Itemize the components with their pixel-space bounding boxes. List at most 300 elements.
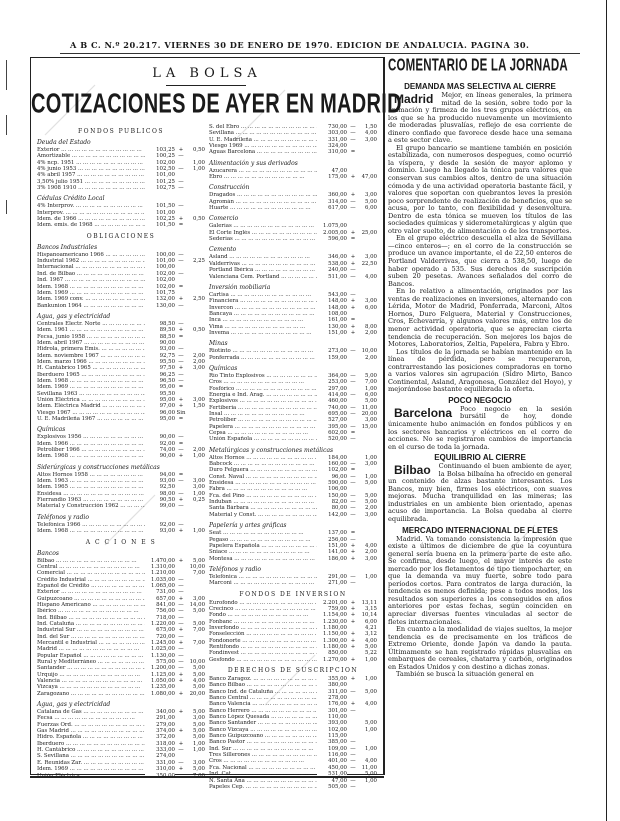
change-sign: +	[178, 639, 184, 646]
price: 151,00	[317, 330, 347, 336]
price: 93,00	[145, 528, 175, 534]
change-sign: —	[350, 136, 356, 143]
quote-row	[209, 580, 377, 586]
price: 96,25	[145, 372, 175, 378]
security-name: Centrales Electr. Norte ... .	[37, 321, 145, 327]
paragraph-text: También se busca la situación general en	[396, 670, 534, 679]
change-value: 3,00	[364, 192, 377, 199]
change-value	[187, 303, 205, 309]
security-name: Fuerzas Ord. ... .	[37, 722, 145, 728]
change-value: 6,00	[364, 205, 377, 212]
change-value: 4,00	[364, 701, 377, 708]
margin-mark	[6, 115, 7, 135]
price: 1.154,00	[317, 612, 347, 618]
security-name: Papelera Española ... .	[209, 543, 317, 549]
article-paragraph	[388, 235, 572, 288]
security-name: Santa Bárbara ... .	[209, 505, 317, 511]
change-sign: —	[178, 608, 184, 615]
security-name: Bankunion 1964 ... .	[37, 303, 145, 309]
change-sign: —	[350, 273, 356, 280]
quote-row	[37, 416, 205, 422]
price: 695,00	[317, 411, 347, 417]
security-name: Papeles Cep. ... .	[209, 784, 317, 790]
paragraph-text: En cuanto a la modalidad de viajes sueltos, la mejor tendencia es de precisamente en los tráficos de Extremo Oriente, donde Japón va dando la pauta. Últimamente se han registrado rápidas plusvalías en embarques de cereales, chatarra y carbón, originados en Estados Unidos y con destino a dichas zonas.	[388, 625, 572, 671]
price: 333,00	[145, 747, 175, 753]
change-sign: +	[350, 676, 356, 682]
price: 137,00	[317, 530, 347, 536]
security-name: Idem. 1969 ... .	[37, 290, 145, 296]
change-value: 4,00	[364, 637, 377, 644]
change-sign: —	[350, 758, 356, 765]
article-paragraph	[388, 92, 572, 145]
price: 110,00	[317, 714, 347, 720]
change-value: 1,00	[192, 490, 205, 497]
security-name: 4% junio 1953 ... .	[37, 166, 145, 172]
change-value: 5,00	[364, 720, 377, 727]
price: 520,00	[317, 436, 347, 442]
security-name: Banco Bilbao ... .	[209, 682, 317, 688]
security-name: Marconi ... .	[209, 580, 317, 586]
quote-row	[209, 330, 377, 336]
quote-row	[209, 556, 377, 562]
security-name: Fabra ... .	[209, 486, 317, 492]
change-sign: +	[178, 557, 184, 564]
security-name: Santander ... .	[37, 665, 145, 671]
price: 94,00	[145, 472, 175, 478]
change-sign: +	[350, 643, 356, 650]
change-sign: +	[350, 631, 356, 638]
change-value: 3,00	[364, 298, 377, 305]
price: 505,00	[317, 784, 347, 790]
change-value: 4,00	[364, 273, 377, 280]
security-name: Fosfórico ... .	[209, 386, 317, 392]
security-name: Ind. Cataluña ... .	[37, 621, 145, 627]
change-sign: +	[178, 365, 184, 372]
change-value: 10,00	[361, 348, 377, 355]
security-name: Explosivos 1956 ... .	[37, 434, 145, 440]
price: 1.025,00	[145, 646, 175, 652]
change-sign: —	[178, 358, 184, 365]
security-name: Ind. de Bilbao ... .	[37, 271, 145, 277]
change-sign: —	[350, 480, 356, 487]
price: 92,50	[145, 484, 175, 490]
paragraph-text: Los títulos de la jornada se habían mantenido en la línea de pérdida, pero se recuperaron, contrarrestando las posiciones compradoras en torno a varios valores sin agrupación (Sidro Mirto, Banco Continental, Asland, Aragonesa, González del Hoyo), y mejorándose bastante equilibrada la oferta.	[388, 347, 572, 394]
security-name: Fonbanc ... .	[209, 619, 317, 625]
security-name: Central ... .	[37, 564, 145, 570]
price: 414,00	[317, 392, 347, 398]
change-sign: —	[178, 178, 184, 185]
price: 96,00	[145, 410, 175, 416]
price: 47,00	[317, 778, 347, 784]
security-name: Idem. 1969 ... .	[37, 384, 145, 390]
price: 303,00	[317, 130, 347, 136]
price: 100,00	[145, 264, 175, 270]
change-value: 2,50	[192, 296, 205, 303]
change-value: 10,00	[189, 659, 205, 665]
change-sign: +	[350, 701, 356, 708]
price: 101,50	[145, 222, 175, 228]
change-value: 22,50	[361, 260, 377, 267]
change-sign: —	[350, 205, 356, 212]
security-name: Azucarera ... .	[209, 168, 317, 174]
security-name: Material y Construcción 1962 ... .	[37, 503, 145, 509]
price: 575,00	[145, 659, 175, 665]
price: 130,00	[317, 324, 347, 330]
change-sign: —	[178, 601, 184, 608]
price: 1.470,00	[145, 558, 175, 564]
price: 395,00	[317, 424, 347, 430]
change-value: 1,00	[192, 747, 205, 754]
change-value: 4,00	[364, 758, 377, 765]
security-name: Insal ... .	[209, 411, 317, 417]
subsection-heading: Agua, gas y electricidad	[37, 312, 111, 320]
security-name: Amortizable ... .	[37, 153, 145, 159]
security-name: Gesfondo ... .	[209, 657, 317, 663]
security-name: Sevillana 1963 ... .	[37, 391, 145, 397]
price: 159,00	[317, 355, 347, 361]
security-name: Idem. marzo 1966 ... .	[37, 359, 145, 365]
change-sign: —	[350, 379, 356, 386]
change-value	[187, 503, 205, 509]
price: 1.125,00	[145, 672, 175, 678]
security-name: Portland Ibérica ... .	[209, 267, 317, 273]
security-name: Español de Crédito ... .	[37, 583, 145, 589]
price: 1.065,00	[145, 583, 175, 589]
change-value: 1,00	[192, 159, 205, 166]
change-sign: +	[350, 298, 356, 305]
change-value: 5,00	[192, 557, 205, 564]
quote-row	[209, 355, 377, 361]
security-name: Cros ... .	[209, 379, 317, 385]
security-name: Duro Felguera ... .	[209, 467, 317, 473]
security-name: Comercial ... .	[37, 570, 145, 576]
security-name: Galerías ... .	[209, 223, 317, 229]
security-name: Vima ... .	[209, 324, 317, 330]
security-name: S. del Ebro ... .	[209, 124, 317, 130]
subsection-heading: Papelería y artes gráficas	[209, 522, 287, 530]
quote-row	[209, 436, 377, 442]
security-name: Bancaya ... .	[209, 311, 317, 317]
price: 450,00	[317, 765, 347, 771]
change-value: 5,00	[192, 721, 205, 728]
change-value: 4,00	[364, 130, 377, 137]
change-value: 2,00	[192, 352, 205, 359]
security-name: S. Sevillana ... .	[37, 753, 145, 759]
price: 101,00	[145, 258, 175, 264]
subsection-heading: Cemento	[209, 246, 237, 254]
change-sign: =	[178, 440, 184, 447]
change-value: 2,00	[364, 505, 377, 512]
change-value: 2,00	[192, 358, 205, 365]
change-value: 4,21	[364, 624, 377, 631]
price: 93,00	[145, 346, 175, 352]
security-name: Mercantil e Industrial ... .	[37, 640, 145, 646]
security-name: Industrial 1962 ... .	[37, 258, 145, 264]
price: 256,00	[317, 537, 347, 543]
security-name: Valderrivas ... .	[209, 261, 317, 267]
price: 297,00	[317, 386, 347, 392]
change-sign: +	[350, 612, 356, 619]
price: 101,50	[145, 203, 175, 209]
change-value: 47,00	[361, 174, 377, 181]
change-value: 4,00	[192, 678, 205, 685]
paragraph-text: Madrid. Va tomando consistencia la impresión que existe a últimos de diciembre de que la coyuntura general sería buena en la primera parte de este año. Se confirma, desde luego, el mayor interés de este mercado por los fletamentos de tipo tiempocharter, en que la demanda va muy fuerte, sobre todo para períodos cortos. Para contratos de larga duración, la tendencia es menos definida; pese a todos modos, los resultados son superiores a los conseguidos en años anteriores por estas fechas, según coinciden en apreciar diversas fuentes vinculadas al sector de fletes internacionales.	[388, 534, 572, 626]
change-value: 7,00	[192, 639, 205, 646]
change-sign: —	[178, 166, 184, 173]
price: 161,00	[317, 317, 347, 323]
security-name: H. Cantábrico 1965 ... .	[37, 365, 145, 371]
change-value	[359, 580, 377, 586]
change-sign: —	[178, 352, 184, 359]
change-sign: +	[178, 403, 184, 410]
security-name: Telefónica ... .	[209, 574, 317, 580]
security-name: Seat ... .	[209, 530, 317, 536]
change-value: 3,00	[192, 484, 205, 491]
change-sign: +	[350, 555, 356, 562]
change-value: 5,00	[192, 728, 205, 735]
change-value	[187, 222, 205, 228]
change-value: 2,00	[364, 329, 377, 336]
price: 96,50	[145, 378, 175, 384]
price: 291,00	[145, 715, 175, 721]
change-value: 5,00	[364, 688, 377, 695]
security-name: Fecsa ... .	[37, 715, 145, 721]
change-value: 3,00	[192, 478, 205, 485]
subsection-heading: Químicas	[209, 364, 238, 372]
change-value	[187, 185, 205, 191]
security-name: Asland ... .	[209, 254, 317, 260]
change-value: 3,15	[364, 605, 377, 612]
change-value: 1,00	[364, 454, 377, 461]
change-value: 3,00	[192, 715, 205, 722]
change-sign: —	[178, 620, 184, 627]
change-sign: —	[178, 521, 184, 528]
security-name: Banco Guipuzcoano ... .	[209, 733, 317, 739]
change-value: 0,25	[192, 497, 205, 504]
security-name: Agromán ... .	[209, 199, 317, 205]
price: 740,00	[317, 405, 347, 411]
price: 841,00	[145, 602, 175, 608]
box-bottom-rule	[30, 776, 384, 778]
change-value: 5,22	[364, 650, 377, 657]
change-value: 7,00	[192, 570, 205, 577]
change-sign: —	[350, 473, 356, 480]
security-name: Unión Eléctrica ... .	[37, 397, 145, 403]
change-sign: +	[178, 397, 184, 403]
security-name: Idem. 1968 ... .	[37, 528, 145, 534]
security-name: 4% abril 1957 ... .	[37, 172, 145, 178]
article-paragraph	[388, 626, 572, 671]
change-sign: =	[350, 530, 356, 537]
price: 355,00	[317, 676, 347, 682]
price: 148,00	[317, 298, 347, 304]
change-value: 11,00	[361, 404, 377, 411]
change-sign: +	[178, 740, 184, 747]
security-name: Exterior ... .	[37, 589, 145, 595]
change-sign: +	[178, 595, 184, 602]
dateline-city: Barcelona	[394, 405, 453, 420]
change-sign: +	[178, 453, 184, 460]
change-sign: —	[178, 589, 184, 596]
security-name: Valencia ... .	[37, 678, 145, 684]
price: 148,00	[317, 305, 347, 311]
change-sign: +	[178, 671, 184, 678]
security-name: Catalana de Gas ... .	[37, 709, 145, 715]
change-sign: =	[350, 236, 356, 243]
security-name: Fierrandio 1963 ... .	[37, 497, 145, 503]
change-sign: =	[178, 471, 184, 478]
change-sign: —	[350, 511, 356, 518]
price: 47,00	[317, 168, 347, 174]
security-name: Urquijo ... .	[37, 672, 145, 678]
security-name: Fecsa, junio 1958 ... .	[37, 334, 145, 340]
security-name: Fonselección ... .	[209, 631, 317, 637]
security-name: Rentifondo ... .	[209, 644, 317, 650]
change-sign: +	[178, 327, 184, 334]
security-name: Fertiberia ... .	[209, 405, 317, 411]
price: 273,00	[317, 348, 347, 354]
change-value: 6,00	[364, 304, 377, 311]
change-value: 7,00	[364, 379, 377, 386]
price: 80,00	[317, 505, 347, 511]
change-value: 1,50	[364, 124, 377, 130]
quotes-column-1	[37, 124, 205, 779]
price: 74,00	[145, 447, 175, 453]
security-name: 3,50% julio 1951 ... .	[37, 179, 145, 185]
change-sign: +	[178, 627, 184, 634]
change-sign: —	[350, 536, 356, 543]
change-sign: —	[178, 614, 184, 621]
security-name: Huarte ... .	[209, 205, 317, 211]
change-value: 3,00	[364, 511, 377, 518]
price: 385,00	[317, 739, 347, 745]
subsection-heading: Cédulas Crédito Local	[37, 195, 105, 203]
price: 97,50	[145, 365, 175, 371]
price: 730,00	[317, 124, 347, 130]
article-headline: MERCADO INTERNACIONAL DE FLETES	[402, 525, 558, 535]
change-value: 5,00	[192, 620, 205, 627]
security-name: Babcock ... .	[209, 461, 317, 467]
price: 271,00	[317, 580, 347, 586]
price: 596,00	[317, 236, 347, 242]
security-name: Banco Ind. de Cataluña ... .	[209, 689, 317, 695]
price: 102,50	[145, 166, 175, 172]
change-sign: Sin	[176, 409, 186, 416]
quote-row	[209, 149, 377, 155]
change-value: 6,00	[364, 618, 377, 625]
change-sign: —	[178, 646, 184, 653]
article-paragraph	[388, 536, 572, 627]
security-name: Idem. 1968 ... .	[37, 284, 145, 290]
security-name: Sederías ... .	[209, 236, 317, 242]
security-name: 4% Interprov. ... .	[37, 203, 145, 209]
security-name: U. E. Madrileña ... .	[209, 137, 317, 143]
change-value: 0,50	[192, 216, 205, 223]
price: 543,00	[317, 292, 347, 298]
price: 1.180,00	[317, 644, 347, 650]
security-name: Riotinto ... .	[209, 348, 317, 354]
change-sign: =	[178, 384, 184, 391]
security-name: Banco Santander ... .	[209, 720, 317, 726]
subsection-heading: Teléfonos y radio	[209, 565, 261, 573]
price: 538,00	[317, 261, 347, 267]
security-name: Pegaso ... .	[209, 537, 317, 543]
paragraph-text: En lo relativo a alimentación, originados por las ventas de realizaciones en inversiones, alternando con Lérida, Motor de Madrid, Ponferrada, Marconi, Altos Hornos, Duro Felguera, Material y Construcciones, Cros, Echevarría, y algunos valores más, entre los de menor actividad operatoria, que se aprecian cierta tendencia de recuperación. Son mejores los bajos de Motores, Laboratorios, Zeltia, Papelera, Fabra y Ebro.	[388, 287, 572, 349]
price: 240,00	[317, 267, 347, 273]
change-value: 1,00	[364, 777, 377, 784]
security-name: Dragados ... .	[209, 192, 317, 198]
price: 102,00	[317, 467, 347, 473]
price: 90,00	[145, 434, 175, 440]
security-name: Crecinco ... .	[209, 606, 317, 612]
change-value	[359, 236, 377, 242]
price: 101,25	[145, 179, 175, 185]
security-name: Idem. 1961 ... .	[37, 327, 145, 333]
change-sign: —	[350, 573, 356, 580]
change-sign: —	[350, 688, 356, 695]
change-value: 2,00	[364, 549, 377, 556]
security-name: Ensidesa ... .	[37, 491, 145, 497]
quote-row	[209, 274, 377, 280]
security-name: Hispano Americano ... .	[37, 602, 145, 608]
security-name: Idem. emis. de 1968 ... .	[37, 222, 145, 228]
change-sign: +	[350, 174, 356, 181]
change-value: 15,00	[361, 423, 377, 430]
article-paragraph	[388, 288, 572, 348]
security-name: El Corte Inglés ... .	[209, 230, 317, 236]
quote-row	[209, 784, 377, 790]
security-name: Banco López Quesada ... .	[209, 714, 317, 720]
price: 100,00	[145, 252, 175, 258]
security-name: Fondinvest ... .	[209, 650, 317, 656]
change-sign: +	[178, 216, 184, 223]
change-value: 1,00	[364, 573, 377, 580]
quote-row	[209, 512, 377, 518]
change-value: 3,00	[192, 397, 205, 403]
price: 527,00	[317, 417, 347, 423]
change-sign: —	[350, 707, 356, 714]
change-value: 3,00	[364, 417, 377, 424]
price: 116,00	[317, 752, 347, 758]
price: 1.220,00	[145, 621, 175, 627]
change-sign: —	[350, 348, 356, 355]
change-value: 3,00	[192, 759, 205, 766]
change-value: 5,00	[192, 684, 205, 691]
price: 90,00	[145, 340, 175, 346]
price: 1.200,00	[145, 665, 175, 671]
price: 850,00	[317, 650, 347, 656]
paragraph-text: Continuando el buen ambiente de ayer, la Bolsa bilbaína ha ofrecido en general un contenido de alzas bastante interesantes. Los Bancos, muy bien, firmes los eléctricos, con suaves mejoras. Mucha tranquilidad en las mineras; las industriales en un ambiente bien orientado, apenas acuso de importancia. La Bolsa quedaba al cierre equilibrada.	[388, 462, 572, 523]
price: 96,00	[317, 474, 347, 480]
price: 657,00	[145, 596, 175, 602]
change-sign: —	[178, 576, 184, 583]
change-sign: —	[350, 124, 356, 130]
change-sign: =	[350, 149, 356, 156]
article-headline: DEMANDA MAS SELECTIVA AL CIERRE	[404, 82, 556, 91]
change-value	[359, 149, 377, 155]
change-sign: —	[178, 302, 184, 309]
security-name: Idem. 1963 ... .	[37, 478, 145, 484]
price: 88,50	[145, 334, 175, 340]
security-name: Ind. del Sur ... .	[37, 634, 145, 640]
security-name: U. E. Madrileña 1967 ... .	[37, 416, 145, 422]
change-sign: —	[350, 130, 356, 137]
security-name: Ind. Cat. ... .	[209, 771, 317, 777]
security-name: Energía e Ind. Arag. ... .	[209, 392, 317, 398]
price: 95,50	[145, 359, 175, 365]
change-sign: +	[350, 260, 356, 267]
price: 460,00	[317, 398, 347, 404]
